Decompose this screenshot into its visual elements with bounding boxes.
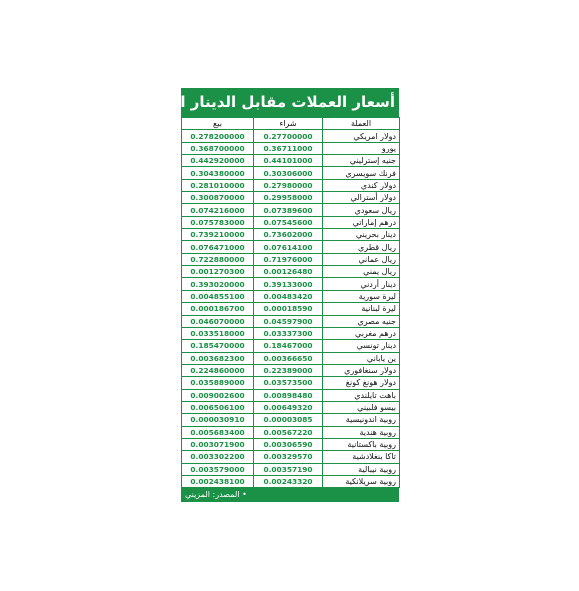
buy-rate-cell: 0.18467000 (254, 340, 323, 352)
buy-rate-cell: 0.29958000 (254, 192, 323, 204)
sell-rate-cell: 0.393020000 (182, 278, 254, 290)
sell-rate-cell: 0.739210000 (182, 229, 254, 241)
table-row (182, 389, 400, 401)
buy-rate-cell: 0.30306000 (254, 167, 323, 179)
currency-name-cell: يورو (323, 142, 400, 154)
sell-rate-cell: 0.368700000 (182, 142, 254, 154)
buy-rate-cell: 0.03573500 (254, 377, 323, 389)
buy-rate-cell: 0.00898480 (254, 389, 323, 401)
buy-rate-cell: 0.00126480 (254, 266, 323, 278)
table-row (182, 377, 400, 389)
table-row (182, 216, 400, 228)
table-row (182, 130, 400, 142)
table-row (182, 340, 400, 352)
currency-name-cell: روبية نيبالية (323, 463, 400, 475)
currency-name-cell: دولار امريكي (323, 130, 400, 142)
currency-name-cell: دينار بحريني (323, 229, 400, 241)
table-row (182, 167, 400, 179)
currency-name-cell: درهم مغربي (323, 327, 400, 339)
sell-rate-cell: 0.281010000 (182, 179, 254, 191)
table-row (182, 253, 400, 265)
buy-rate-cell: 0.71976000 (254, 253, 323, 265)
source-footer (181, 488, 399, 502)
table-row (182, 475, 400, 487)
currency-name-cell: تاكا بنغلادشية (323, 451, 400, 463)
sell-rate-cell: 0.003682300 (182, 352, 254, 364)
sell-rate-cell: 0.003579000 (182, 463, 254, 475)
sell-rate-cell: 0.304380000 (182, 167, 254, 179)
currency-name-cell: روبية اندونيسية (323, 414, 400, 426)
currency-name-cell: ليرة لبنانية (323, 303, 400, 315)
sell-rate-cell: 0.003071900 (182, 438, 254, 450)
header-buy: شراء (254, 118, 323, 130)
header-row (182, 118, 400, 130)
buy-rate-cell: 0.07545600 (254, 216, 323, 228)
currency-name-cell: ريال عماني (323, 253, 400, 265)
currency-name-cell: دولار أسترالي (323, 192, 400, 204)
buy-rate-cell: 0.00483420 (254, 290, 323, 302)
sell-rate-cell: 0.001270300 (182, 266, 254, 278)
buy-rate-cell: 0.00306590 (254, 438, 323, 450)
currency-name-cell: روبية باكستانية (323, 438, 400, 450)
table-row (182, 241, 400, 253)
buy-rate-cell: 0.07389600 (254, 204, 323, 216)
exchange-rates-table (181, 117, 400, 488)
sell-rate-cell: 0.000186700 (182, 303, 254, 315)
currency-name-cell: دينار تونسي (323, 340, 400, 352)
currency-name-cell: جنيه إسترليني (323, 155, 400, 167)
buy-rate-cell: 0.27700000 (254, 130, 323, 142)
table-row (182, 401, 400, 413)
currency-name-cell: دولار كندي (323, 179, 400, 191)
buy-rate-cell: 0.00003085 (254, 414, 323, 426)
table-row (182, 179, 400, 191)
sell-rate-cell: 0.006506100 (182, 401, 254, 413)
currency-name-cell: ين ياباني (323, 352, 400, 364)
buy-rate-cell: 0.00649320 (254, 401, 323, 413)
buy-rate-cell: 0.03337300 (254, 327, 323, 339)
buy-rate-cell: 0.07614100 (254, 241, 323, 253)
table-row (182, 192, 400, 204)
header-sell: بيع (182, 118, 254, 130)
buy-rate-cell: 0.39133000 (254, 278, 323, 290)
table-row (182, 315, 400, 327)
table-row (182, 204, 400, 216)
table-title: أسعار العملات مقابل الدينار الكويتي (181, 88, 399, 117)
source-label: • المصدر: المزيني (185, 490, 247, 500)
sell-rate-cell: 0.076471000 (182, 241, 254, 253)
table-row (182, 451, 400, 463)
currency-name-cell: ريال يمني (323, 266, 400, 278)
table-row (182, 278, 400, 290)
table-row (182, 463, 400, 475)
currency-name-cell: دولار سنغافوري (323, 364, 400, 376)
buy-rate-cell: 0.73602000 (254, 229, 323, 241)
currency-name-cell: دينار أردني (323, 278, 400, 290)
buy-rate-cell: 0.36711000 (254, 142, 323, 154)
currency-name-cell: دولار هونغ كونغ (323, 377, 400, 389)
currency-name-cell: روبية سريلانكية (323, 475, 400, 487)
buy-rate-cell: 0.27980000 (254, 179, 323, 191)
rates-body (182, 130, 400, 488)
buy-rate-cell: 0.00366650 (254, 352, 323, 364)
currency-name-cell: ريال قطري (323, 241, 400, 253)
sell-rate-cell: 0.000030910 (182, 414, 254, 426)
sell-rate-cell: 0.722880000 (182, 253, 254, 265)
sell-rate-cell: 0.033518000 (182, 327, 254, 339)
currency-name-cell: باهت تايلندي (323, 389, 400, 401)
buy-rate-cell: 0.00567220 (254, 426, 323, 438)
buy-rate-cell: 0.00329570 (254, 451, 323, 463)
sell-rate-cell: 0.046070000 (182, 315, 254, 327)
sell-rate-cell: 0.278200000 (182, 130, 254, 142)
sell-rate-cell: 0.185470000 (182, 340, 254, 352)
table-row (182, 290, 400, 302)
table-row (182, 438, 400, 450)
header-currency: العملة (323, 118, 400, 130)
sell-rate-cell: 0.002438100 (182, 475, 254, 487)
table-row (182, 327, 400, 339)
table-row (182, 303, 400, 315)
buy-rate-cell: 0.44101000 (254, 155, 323, 167)
buy-rate-cell: 0.00243320 (254, 475, 323, 487)
buy-rate-cell: 0.22389000 (254, 364, 323, 376)
sell-rate-cell: 0.075783000 (182, 216, 254, 228)
currency-name-cell: فرنك سويسري (323, 167, 400, 179)
buy-rate-cell: 0.04597900 (254, 315, 323, 327)
currency-name-cell: بيسو فلبيني (323, 401, 400, 413)
currency-name-cell: روبية هندية (323, 426, 400, 438)
sell-rate-cell: 0.009002600 (182, 389, 254, 401)
exchange-rates-table-card (129, 88, 399, 506)
sell-rate-cell: 0.224860000 (182, 364, 254, 376)
sell-rate-cell: 0.004855100 (182, 290, 254, 302)
currency-name-cell: درهم إماراتي (323, 216, 400, 228)
table-row (182, 142, 400, 154)
sell-rate-cell: 0.442920000 (182, 155, 254, 167)
table-row (182, 229, 400, 241)
buy-rate-cell: 0.00357190 (254, 463, 323, 475)
table-row (182, 364, 400, 376)
table-row (182, 426, 400, 438)
sell-rate-cell: 0.003302200 (182, 451, 254, 463)
table-row (182, 266, 400, 278)
table-row (182, 352, 400, 364)
sell-rate-cell: 0.035889000 (182, 377, 254, 389)
currency-name-cell: جنيه مصري (323, 315, 400, 327)
table-row (182, 414, 400, 426)
currency-name-cell: ليرة سورية (323, 290, 400, 302)
currency-name-cell: ريال سعودي (323, 204, 400, 216)
sell-rate-cell: 0.300870000 (182, 192, 254, 204)
table-row (182, 155, 400, 167)
sell-rate-cell: 0.074216000 (182, 204, 254, 216)
buy-rate-cell: 0.00018590 (254, 303, 323, 315)
sell-rate-cell: 0.005683400 (182, 426, 254, 438)
